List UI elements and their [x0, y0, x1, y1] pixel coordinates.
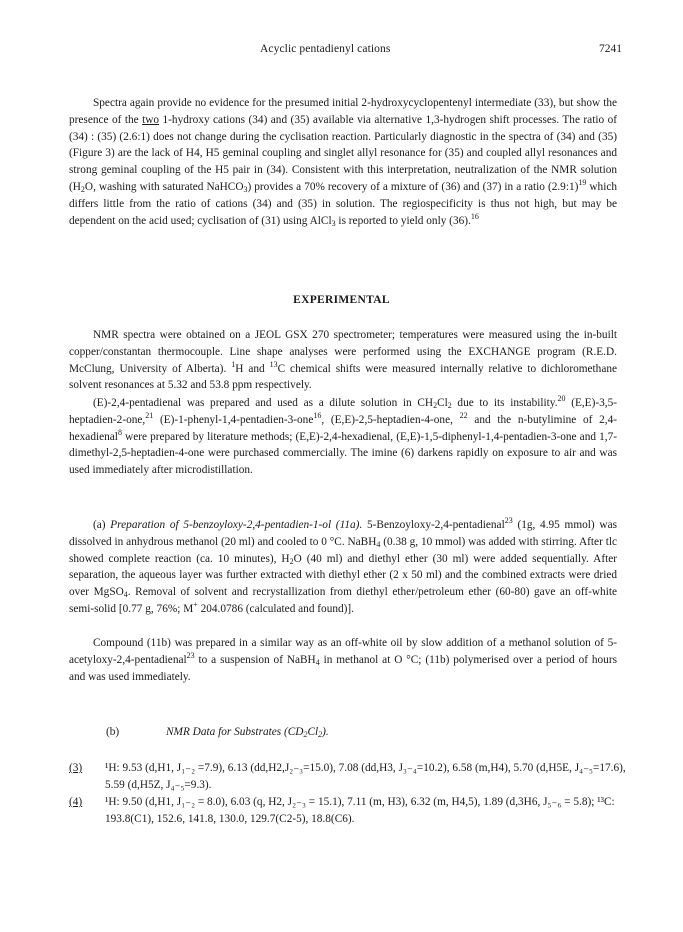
paragraph-materials: (E)-2,4-pentadienal was prepared and used as a dilute solution in $CH_2Cl_2$ due to its instability.$^{20}$ (E,E)-3,5-heptadien-2-one,$^{21}$ (E)-1-phenyl-1,4-pentadien-3-one$^{16}$, (E,E)-2,5-heptadien-4-one, $^{22}$ and the n-butylimine of 2,4-hexadienal$^8$ were prepared by literature methods; (E,E)-2,4-hexadienal, (E,E)-1,5-diphenyl-1,4-pentadien-3-one and 1,7-dimethyl-2,5-heptadien-4-one were purchased commercially. The imine (6) darkens rapidly on exposure to air and was used immediately after microdistillation. [69, 394, 617, 477]
compound-number: (3) [69, 762, 83, 774]
compound-number: (4) [69, 796, 83, 808]
nmr-entry-4 [69, 794, 629, 828]
page-number: 7241 [599, 43, 622, 55]
section-b-heading: (b) NMR Data for Substrates $(CD_2Cl_2)$. [106, 726, 329, 739]
paragraph-nmr-methods: NMR spectra were obtained on a JEOL GSX 270 spectrometer; temperatures were measured using the in-built copper/constantan thermocouple. Line shape analyses were performed using the EXCHANGE program (R.E.D. McClung, University of Alberta). $^1$H and $^{13}$C chemical shifts were measured internally relative to dichloromethane solvent resonances at 5.32 and 53.8 ppm respectively. [69, 329, 617, 392]
nmr-entry-text: ¹H: 9.53 (d,H1, J₁₋₂ =7.9), 6.13 (dd,H2,J₂₋₃=15.0), 7.08 (dd,H3, J₃₋₄=10.2), 6.58 (m,H4), 5.70 (d,H5E, J₄₋₅=17.6), 5.59 (d,H5Z, J₄₋₅=9.3). [105, 762, 626, 791]
experimental-heading: EXPERIMENTAL [293, 294, 390, 306]
paragraph-compound-11b: Compound (11b) was prepared in a similar way as an off-white oil by slow addition of a methanol solution of 5-acetyloxy-2,4-pentadienal$^{23}$ to a suspension of NaBH$_4$ in methanol at O °C; (11b) polymerised over a period of hours and was used immediately. [69, 637, 617, 683]
paragraph-preparation-11a: (a) Preparation of 5-benzoyloxy-2,4-pentadien-1-ol (11a). 5-Benzoyloxy-2,4-pentadienal$^{23}$ (1g, 4.95 mmol) was dissolved in anhydrous methanol (20 ml) and cooled to 0 °C. NaBH$_4$ (0.38 g, 10 mmol) was added with stirring. After tlc showed complete reaction (ca. 10 minutes), $H_2O$ (40 ml) and diethyl ether (30 ml) were added sequentially. After separation, the aqueous layer was further extracted with diethyl ether (2 x 50 ml) and the combined extracts were dried over MgSO$_4$. Removal of solvent and recrystallization from diethyl ether/petroleum ether (60-80) gave an off-white semi-solid [0.77 g, 76%; M+ 204.0786 (calculated and found)]. [69, 516, 617, 615]
paragraph-cyclisation-results: Spectra again provide no evidence for the presumed initial 2-hydroxycyclopentenyl intermediate (33), but show the presence of the two 1-hydroxy cations (34) and (35) available via alternative 1,3-hydrogen shift processes. The ratio of (34) : (35) (2.6:1) does not change during the cyclisation reaction. Particularly diagnostic in the spectra of (34) and (35) (Figure 3) are the lack of H4, H5 geminal coupling and singlet allyl resonance for (35) and coupled allyl resonances and strong geminal coupling of the H5 pair in (34). Consistent with this interpretation, neutralization of the NMR solution ($H_2O$, washing with saturated NaHCO$_3$) provides a 70% recovery of a mixture of (36) and (37) in a ratio (2.9:1)$^{19}$ which differs little from the ratio of cations (34) and (35) in solution. The regiospecificity is thus not high, but may be dependent on the acid used; cyclisation of (31) using AlCl$_3$ is reported to yield only (36).$^{16}$ [69, 97, 617, 228]
nmr-entry-text: ¹H: 9.50 (d,H1, J₁₋₂ = 8.0), 6.03 (q, H2, J₂₋₃ = 15.1), 7.11 (m, H3), 6.32 (m, H4,5), 1.89 (d,3H6, J₅₋₆ = 5.8); ¹³C: 193.8(C1), 152.6, 141.8, 130.0, 129.7(C2-5), 18.8(C6). [105, 796, 615, 825]
nmr-entry-3 [69, 760, 629, 794]
running-title: Acyclic pentadienyl cations [260, 43, 391, 55]
